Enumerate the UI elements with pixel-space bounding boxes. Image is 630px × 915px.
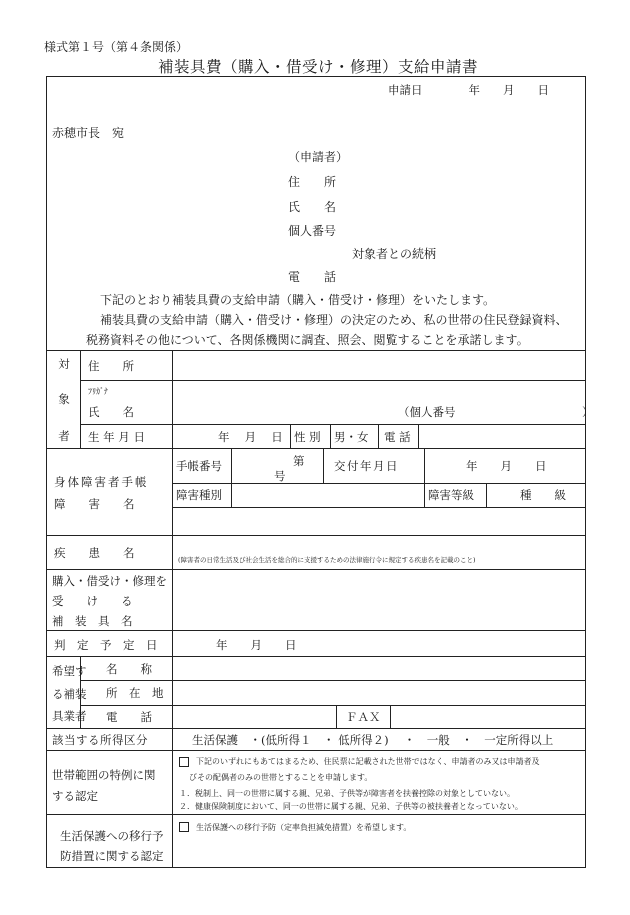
vendor-location-label: 所 在 地 bbox=[106, 686, 164, 700]
rule bbox=[46, 350, 586, 351]
rule bbox=[46, 448, 586, 449]
subject-sex-value[interactable]: 男・女 bbox=[334, 430, 369, 444]
household-checkbox[interactable] bbox=[179, 757, 189, 767]
applicant-relation-label: 対象者との続柄 bbox=[352, 247, 437, 261]
disability-grade-value[interactable]: 種 級 bbox=[520, 488, 566, 502]
transition-label-line-1: 生活保護への移行予 bbox=[60, 829, 164, 843]
applicant-address-label: 住 所 bbox=[288, 175, 337, 189]
rule bbox=[172, 507, 586, 508]
decision-date-value[interactable]: 年 月 日 bbox=[216, 638, 297, 652]
handbook-no-go: 号 bbox=[274, 469, 286, 483]
disability-grade-label: 障害等級 bbox=[428, 488, 474, 502]
rule bbox=[46, 750, 586, 751]
household-condition-1: １．税制上、同一の世帯に属する親、兄弟、子供等が障害者を扶養控除の対象としていない。 bbox=[179, 789, 515, 798]
statement-line-3: 税務資料その他について、各関係機関に調査、照会、閲覧することを承諾します。 bbox=[86, 333, 529, 347]
rule bbox=[80, 380, 586, 381]
rule bbox=[330, 424, 331, 448]
rule bbox=[378, 424, 379, 448]
transition-label-line-2: 防措置に関する認定 bbox=[60, 849, 164, 863]
vendor-side-label: 希望す bbox=[52, 664, 87, 678]
rule bbox=[46, 535, 586, 536]
income-category-label: 該当する所得区分 bbox=[52, 733, 148, 747]
device-label-line-2: 受 け る bbox=[52, 594, 133, 608]
rule bbox=[323, 448, 324, 483]
disease-label: 疾 患 名 bbox=[54, 546, 135, 560]
rule bbox=[80, 680, 586, 681]
addressee: 赤穂市長 宛 bbox=[52, 126, 125, 140]
subject-birth-label: 生 年 月 日 bbox=[88, 430, 145, 444]
subject-side-char: 者 bbox=[58, 429, 70, 443]
statement-line-1: 下記のとおり補装具費の支給申請（購入・借受け・修理）をいたします。 bbox=[100, 293, 496, 307]
transition-checkbox[interactable] bbox=[179, 822, 189, 832]
rule bbox=[418, 424, 419, 448]
statement-line-2: 補装具費の支給申請（購入・借受け・修理）の決定のため、私の世帯の住民登録資料、 bbox=[100, 313, 568, 327]
vendor-name-label: 名 称 bbox=[106, 662, 152, 676]
subject-phone-label: 電 話 bbox=[384, 430, 411, 444]
subject-name-label: 氏 名 bbox=[88, 405, 134, 419]
subject-sex-label: 性 別 bbox=[294, 430, 321, 444]
rule bbox=[46, 814, 586, 815]
issue-date-label: 交付年月日 bbox=[334, 459, 399, 473]
rule bbox=[46, 656, 586, 657]
disability-name-label: 障 害 名 bbox=[54, 497, 135, 511]
subject-side-char: 対 bbox=[58, 357, 70, 371]
household-text-1: 下記のいずれにもあてはまるため、住民票に記載された世帯ではなく、申請者のみ又は申請者及 bbox=[196, 757, 540, 766]
handbook-no-label: 手帳番号 bbox=[176, 459, 222, 473]
applicant-name-label: 氏 名 bbox=[288, 200, 337, 214]
household-label-line-2: する認定 bbox=[52, 789, 98, 803]
transition-text: 生活保護への移行予防（定率負担減免措置）を希望します。 bbox=[196, 823, 412, 832]
applicant-phone-label: 電 話 bbox=[288, 270, 337, 284]
vendor-phone-label: 電 話 bbox=[106, 710, 152, 724]
vendor-side-label: る補装 bbox=[52, 687, 87, 701]
household-text-2: びその配偶者のみの世帯とすることを申請します。 bbox=[189, 773, 373, 782]
rule bbox=[424, 448, 425, 507]
handbook-no-dai: 第 bbox=[293, 454, 305, 468]
vendor-fax-label: ＦＡＸ bbox=[346, 710, 381, 724]
application-date[interactable]: 申請日 年 月 日 bbox=[388, 83, 549, 97]
subject-furigana-label: ﾌﾘｶﾞﾅ bbox=[88, 387, 108, 396]
rule bbox=[336, 705, 337, 728]
rule bbox=[172, 483, 586, 484]
rule bbox=[231, 448, 232, 483]
rule bbox=[46, 630, 586, 631]
disease-note: (障害者の日常生活及び社会生活を総合的に支援するための法律施行令に規定する疾患名を記載のこと) bbox=[178, 556, 476, 564]
income-category-options[interactable]: 生活保護 ・(低所得１ ・ 低所得２) ・ 一般 ・ 一定所得以上 bbox=[192, 733, 554, 747]
subject-address-label: 住 所 bbox=[88, 359, 134, 373]
device-label-line-1: 購入・借受け・修理を bbox=[52, 574, 167, 588]
rule bbox=[390, 705, 391, 728]
device-label-line-3: 補 装 具 名 bbox=[52, 614, 133, 628]
rule bbox=[486, 483, 487, 507]
household-label-line-1: 世帯範囲の特例に関 bbox=[52, 768, 156, 782]
handbook-label: 身体障害者手帳 bbox=[54, 475, 149, 489]
subject-side-char: 象 bbox=[58, 392, 70, 406]
household-condition-2: ２．健康保険制度において、同一の世帯に属する親、兄弟、子供等の被扶養者となっていない。 bbox=[179, 802, 523, 811]
rule bbox=[172, 350, 173, 868]
vendor-side-label: 具業者 bbox=[52, 709, 87, 723]
form-title: 補装具費（購入・借受け・修理）支給申請書 bbox=[158, 58, 479, 76]
decision-date-label: 判 定 予 定 日 bbox=[54, 638, 158, 652]
rule bbox=[231, 483, 232, 507]
rule bbox=[46, 569, 586, 570]
rule bbox=[290, 424, 291, 448]
issue-date-value[interactable]: 年 月 日 bbox=[466, 459, 547, 473]
subject-individual-no[interactable]: （個人番号 ） bbox=[398, 405, 594, 419]
rule bbox=[80, 350, 81, 448]
applicant-individual-no-label: 個人番号 bbox=[288, 224, 337, 238]
form-number: 様式第１号（第４条関係） bbox=[44, 40, 189, 54]
rule bbox=[80, 424, 586, 425]
rule bbox=[80, 705, 586, 706]
disability-type-label: 障害種別 bbox=[176, 488, 222, 502]
subject-birth-value[interactable]: 年 月 日 bbox=[218, 430, 283, 444]
rule bbox=[46, 728, 586, 729]
applicant-heading: （申請者） bbox=[288, 150, 349, 164]
